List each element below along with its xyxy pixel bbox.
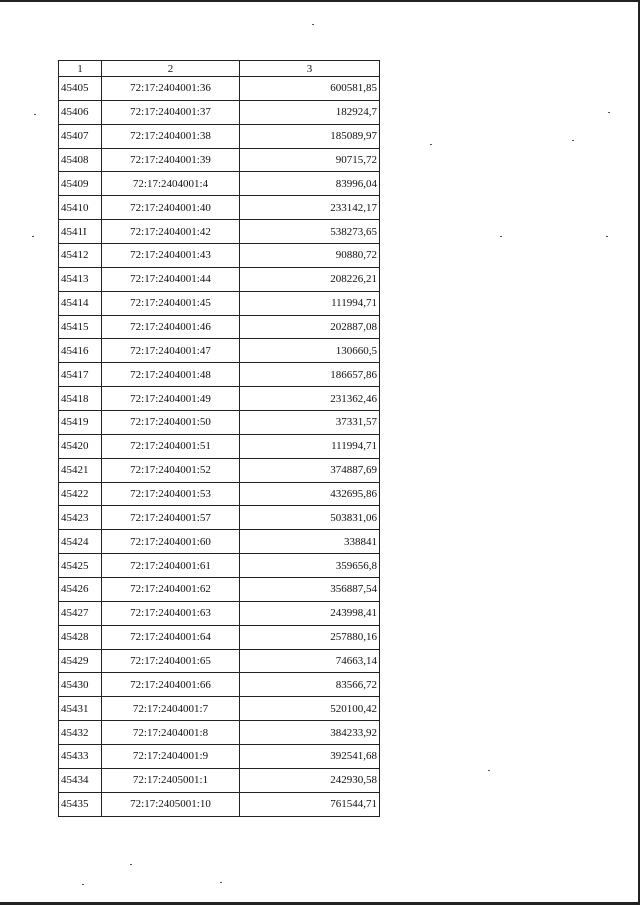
cadastral-number-cell: 72:17:2404001:43 xyxy=(102,244,240,268)
table-row xyxy=(59,148,380,172)
cadastral-number-cell: 72:17:2404001:7 xyxy=(102,697,240,721)
table-row xyxy=(59,458,380,482)
cadastral-value-cell: 538273,65 xyxy=(240,220,380,244)
table-row xyxy=(59,291,380,315)
scan-speck xyxy=(606,236,608,237)
cadastral-value-table xyxy=(58,60,380,817)
table-row xyxy=(59,792,380,816)
cadastral-value-cell: 384233,92 xyxy=(240,721,380,745)
row-number-cell: 45427 xyxy=(59,601,102,625)
table-row xyxy=(59,100,380,124)
header-row xyxy=(59,61,380,77)
cadastral-value-cell: 257880,16 xyxy=(240,625,380,649)
header-col-3: 3 xyxy=(240,61,380,77)
table-row xyxy=(59,196,380,220)
cadastral-number-cell: 72:17:2404001:42 xyxy=(102,220,240,244)
cadastral-number-cell: 72:17:2404001:52 xyxy=(102,458,240,482)
cadastral-value-cell: 111994,71 xyxy=(240,291,380,315)
row-number-cell: 45425 xyxy=(59,554,102,578)
cadastral-value-cell: 90715,72 xyxy=(240,148,380,172)
cadastral-value-cell: 600581,85 xyxy=(240,77,380,101)
cadastral-number-cell: 72:17:2404001:48 xyxy=(102,363,240,387)
row-number-cell: 45416 xyxy=(59,339,102,363)
cadastral-value-cell: 242930,58 xyxy=(240,768,380,792)
cadastral-value-cell: 233142,17 xyxy=(240,196,380,220)
cadastral-number-cell: 72:17:2404001:66 xyxy=(102,673,240,697)
scan-speck xyxy=(312,24,314,25)
cadastral-value-cell: 90880,72 xyxy=(240,244,380,268)
cadastral-number-cell: 72:17:2404001:36 xyxy=(102,77,240,101)
scan-speck xyxy=(488,770,490,771)
row-number-cell: 45435 xyxy=(59,792,102,816)
table-row xyxy=(59,721,380,745)
table-row xyxy=(59,77,380,101)
header-col-1: 1 xyxy=(59,61,102,77)
table-row xyxy=(59,363,380,387)
table-row xyxy=(59,172,380,196)
header-col-2: 2 xyxy=(102,61,240,77)
cadastral-value-cell: 761544,71 xyxy=(240,792,380,816)
table-row xyxy=(59,387,380,411)
page-border-top xyxy=(0,0,640,2)
cadastral-value-cell: 503831,06 xyxy=(240,506,380,530)
row-number-cell: 45417 xyxy=(59,363,102,387)
row-number-cell: 45420 xyxy=(59,434,102,458)
row-number-cell: 4541I xyxy=(59,220,102,244)
table-row xyxy=(59,601,380,625)
cadastral-value-cell: 182924,7 xyxy=(240,100,380,124)
cadastral-number-cell: 72:17:2404001:62 xyxy=(102,578,240,602)
cadastral-value-cell: 83996,04 xyxy=(240,172,380,196)
cadastral-value-cell: 374887,69 xyxy=(240,458,380,482)
cadastral-number-cell: 72:17:2404001:40 xyxy=(102,196,240,220)
row-number-cell: 45407 xyxy=(59,124,102,148)
row-number-cell: 45428 xyxy=(59,625,102,649)
cadastral-number-cell: 72:17:2404001:51 xyxy=(102,434,240,458)
row-number-cell: 45413 xyxy=(59,267,102,291)
row-number-cell: 45412 xyxy=(59,244,102,268)
row-number-cell: 45419 xyxy=(59,411,102,435)
cadastral-value-cell: 130660,5 xyxy=(240,339,380,363)
row-number-cell: 45418 xyxy=(59,387,102,411)
cadastral-number-cell: 72:17:2404001:46 xyxy=(102,315,240,339)
cadastral-number-cell: 72:17:2404001:63 xyxy=(102,601,240,625)
table-row xyxy=(59,244,380,268)
table-row xyxy=(59,768,380,792)
table-row xyxy=(59,267,380,291)
cadastral-number-cell: 72:17:2404001:38 xyxy=(102,124,240,148)
cadastral-value-cell: 111994,71 xyxy=(240,434,380,458)
table-row xyxy=(59,530,380,554)
cadastral-number-cell: 72:17:2404001:64 xyxy=(102,625,240,649)
scan-speck xyxy=(34,114,36,115)
scan-speck xyxy=(130,864,132,865)
scan-speck xyxy=(220,882,222,883)
cadastral-number-cell: 72:17:2404001:60 xyxy=(102,530,240,554)
scan-speck xyxy=(608,112,610,113)
scan-speck xyxy=(82,884,84,885)
cadastral-number-cell: 72:17:2404001:39 xyxy=(102,148,240,172)
row-number-cell: 45430 xyxy=(59,673,102,697)
scan-speck xyxy=(32,236,34,237)
cadastral-number-cell: 72:17:2404001:45 xyxy=(102,291,240,315)
cadastral-value-cell: 356887,54 xyxy=(240,578,380,602)
cadastral-number-cell: 72:17:2404001:65 xyxy=(102,649,240,673)
table-row xyxy=(59,220,380,244)
row-number-cell: 45414 xyxy=(59,291,102,315)
cadastral-value-cell: 83566,72 xyxy=(240,673,380,697)
cadastral-number-cell: 72:17:2405001:1 xyxy=(102,768,240,792)
row-number-cell: 45433 xyxy=(59,745,102,769)
table-row xyxy=(59,411,380,435)
cadastral-number-cell: 72:17:2404001:47 xyxy=(102,339,240,363)
row-number-cell: 45431 xyxy=(59,697,102,721)
cadastral-number-cell: 72:17:2404001:37 xyxy=(102,100,240,124)
cadastral-number-cell: 72:17:2405001:10 xyxy=(102,792,240,816)
cadastral-number-cell: 72:17:2404001:8 xyxy=(102,721,240,745)
cadastral-number-cell: 72:17:2404001:4 xyxy=(102,172,240,196)
cadastral-value-cell: 359656,8 xyxy=(240,554,380,578)
scan-speck xyxy=(572,140,574,141)
table-row xyxy=(59,482,380,506)
row-number-cell: 45415 xyxy=(59,315,102,339)
table-row xyxy=(59,673,380,697)
cadastral-value-cell: 208226,21 xyxy=(240,267,380,291)
cadastral-number-cell: 72:17:2404001:50 xyxy=(102,411,240,435)
table-row xyxy=(59,625,380,649)
cadastral-number-cell: 72:17:2404001:44 xyxy=(102,267,240,291)
table-row xyxy=(59,506,380,530)
table-row xyxy=(59,697,380,721)
cadastral-value-cell: 520100,42 xyxy=(240,697,380,721)
table-header xyxy=(59,61,380,77)
table-row xyxy=(59,554,380,578)
row-number-cell: 45421 xyxy=(59,458,102,482)
row-number-cell: 45434 xyxy=(59,768,102,792)
cadastral-number-cell: 72:17:2404001:61 xyxy=(102,554,240,578)
table-body xyxy=(59,77,380,817)
cadastral-number-cell: 72:17:2404001:57 xyxy=(102,506,240,530)
cadastral-value-cell: 37331,57 xyxy=(240,411,380,435)
table-row xyxy=(59,315,380,339)
row-number-cell: 45422 xyxy=(59,482,102,506)
table-row xyxy=(59,649,380,673)
row-number-cell: 45426 xyxy=(59,578,102,602)
row-number-cell: 45424 xyxy=(59,530,102,554)
cadastral-value-cell: 231362,46 xyxy=(240,387,380,411)
scan-speck xyxy=(500,236,502,237)
row-number-cell: 45423 xyxy=(59,506,102,530)
cadastral-value-cell: 202887,08 xyxy=(240,315,380,339)
row-number-cell: 45406 xyxy=(59,100,102,124)
scan-speck xyxy=(430,144,432,145)
cadastral-value-cell: 186657,86 xyxy=(240,363,380,387)
cadastral-value-cell: 392541,68 xyxy=(240,745,380,769)
row-number-cell: 45409 xyxy=(59,172,102,196)
row-number-cell: 45410 xyxy=(59,196,102,220)
table-row xyxy=(59,745,380,769)
row-number-cell: 45432 xyxy=(59,721,102,745)
table-row xyxy=(59,124,380,148)
table-row xyxy=(59,578,380,602)
cadastral-number-cell: 72:17:2404001:49 xyxy=(102,387,240,411)
row-number-cell: 45429 xyxy=(59,649,102,673)
cadastral-number-cell: 72:17:2404001:9 xyxy=(102,745,240,769)
row-number-cell: 45408 xyxy=(59,148,102,172)
cadastral-value-cell: 432695,86 xyxy=(240,482,380,506)
cadastral-number-cell: 72:17:2404001:53 xyxy=(102,482,240,506)
cadastral-value-cell: 74663,14 xyxy=(240,649,380,673)
cadastral-value-cell: 338841 xyxy=(240,530,380,554)
cadastral-value-cell: 243998,41 xyxy=(240,601,380,625)
table-row xyxy=(59,339,380,363)
table-row xyxy=(59,434,380,458)
row-number-cell: 45405 xyxy=(59,77,102,101)
cadastral-value-cell: 185089,97 xyxy=(240,124,380,148)
